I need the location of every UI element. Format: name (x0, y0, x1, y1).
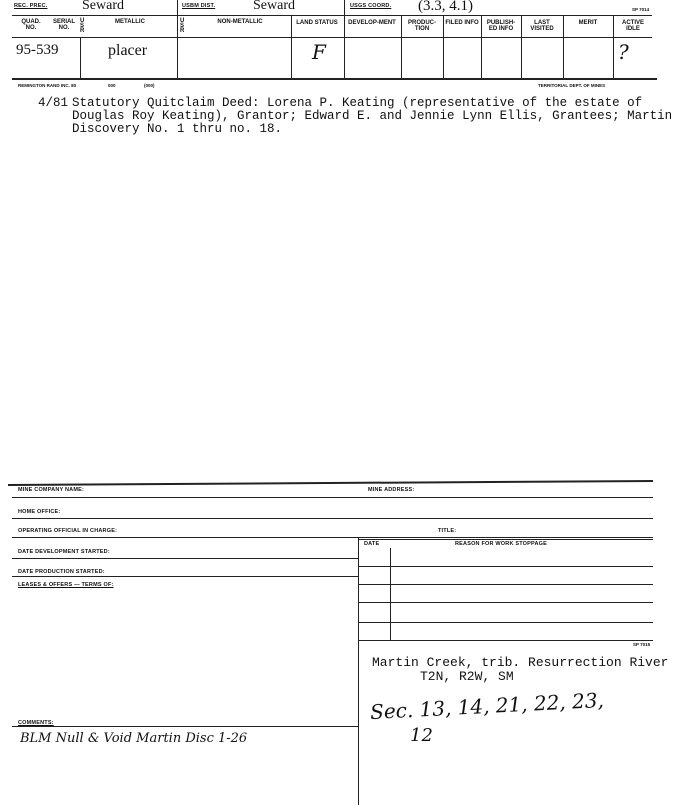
col-last-visited: LAST VISITED (530, 20, 554, 32)
sections-handwritten-2: 12 (410, 725, 433, 746)
home-office-label: HOME OFFICE: (18, 509, 61, 515)
printer-code-1: 000 (108, 83, 116, 88)
active-idle-mark: ? (618, 40, 629, 64)
sections-handwritten: Sec. 13, 14, 21, 22, 23, (369, 687, 605, 725)
printer-mark: REMINGTON RAND INC. 80 (18, 83, 77, 88)
reason-col-label: REASON FOR WORK STOPPAGE (455, 541, 547, 547)
col-active-idle: ACTIVE IDLE (621, 20, 644, 32)
entry-date: 4/81 (38, 96, 69, 110)
mine-address-label: MINE ADDRESS: (368, 487, 415, 493)
col-quad-no: QUAD. NO. (21, 19, 41, 31)
rec-prec-value: Seward (82, 0, 124, 13)
usbm-dist-value: Seward (253, 0, 295, 13)
col-published-info: PUBLISH-ED INFO (486, 20, 516, 32)
date-col-label: DATE (364, 541, 380, 547)
col-production: PRODUC-TION (408, 20, 436, 32)
rec-prec-label: REC. PREC. (14, 3, 48, 9)
col-development: DEVELOP-MENT (348, 20, 396, 26)
printer-code-2: (000) (144, 83, 155, 88)
quad-serial-value: 95-539 (16, 42, 59, 58)
col-merit: MERIT (578, 20, 598, 26)
usbm-dist-label: USBM DIST. (182, 3, 216, 9)
location-line-1: Martin Creek, trib. Resurrection River (372, 655, 669, 670)
entry-line-2: Douglas Roy Keating), Grantor; Edward E. and Jennie Lynn Ellis, Grantees; Martin (72, 109, 673, 123)
form-number-top: SP 7014 (632, 7, 650, 12)
col-usr-metallic: U S R (80, 18, 85, 34)
comments-label: COMMENTS: (18, 720, 54, 726)
title-label: TITLE: (438, 528, 457, 534)
metallic-value: placer (108, 42, 148, 59)
mine-company-name-label: MINE COMPANY NAME: (18, 487, 85, 493)
col-metallic: METALLIC (115, 19, 145, 25)
location-line-2: T2N, R2W, SM (420, 669, 514, 684)
entry-line-1: Statutory Quitclaim Deed: Lorena P. Keating (representative of the estate of (72, 96, 643, 110)
operating-official-label: OPERATING OFFICIAL IN CHARGE: (18, 528, 118, 534)
usgs-coord-value: (3.3, 4.1) (418, 0, 473, 14)
leases-label: LEASES & OFFERS — TERMS OF: (18, 582, 114, 588)
col-non-metallic: NON-METALLIC (217, 19, 263, 25)
dev-started-label: DATE DEVELOPMENT STARTED: (18, 549, 110, 555)
usgs-coord-label: USGS COORD. (350, 3, 392, 9)
prod-started-label: DATE PRODUCTION STARTED: (18, 569, 105, 575)
col-usr-nonmetallic: U S R (180, 18, 185, 34)
col-land-status: LAND STATUS (296, 20, 338, 26)
territorial-dept-label: TERRITORIAL DEPT. OF MINES (538, 83, 606, 88)
land-status-mark: F (312, 40, 326, 64)
col-filed-info: FILED INFO (445, 20, 479, 26)
entry-line-3: Discovery No. 1 thru no. 18. (72, 122, 283, 136)
form-number-bottom: SP 7015 (633, 642, 651, 647)
comment-note: BLM Null & Void Martin Disc 1-26 (20, 731, 248, 746)
col-serial-no: SERIAL NO. (52, 19, 75, 31)
